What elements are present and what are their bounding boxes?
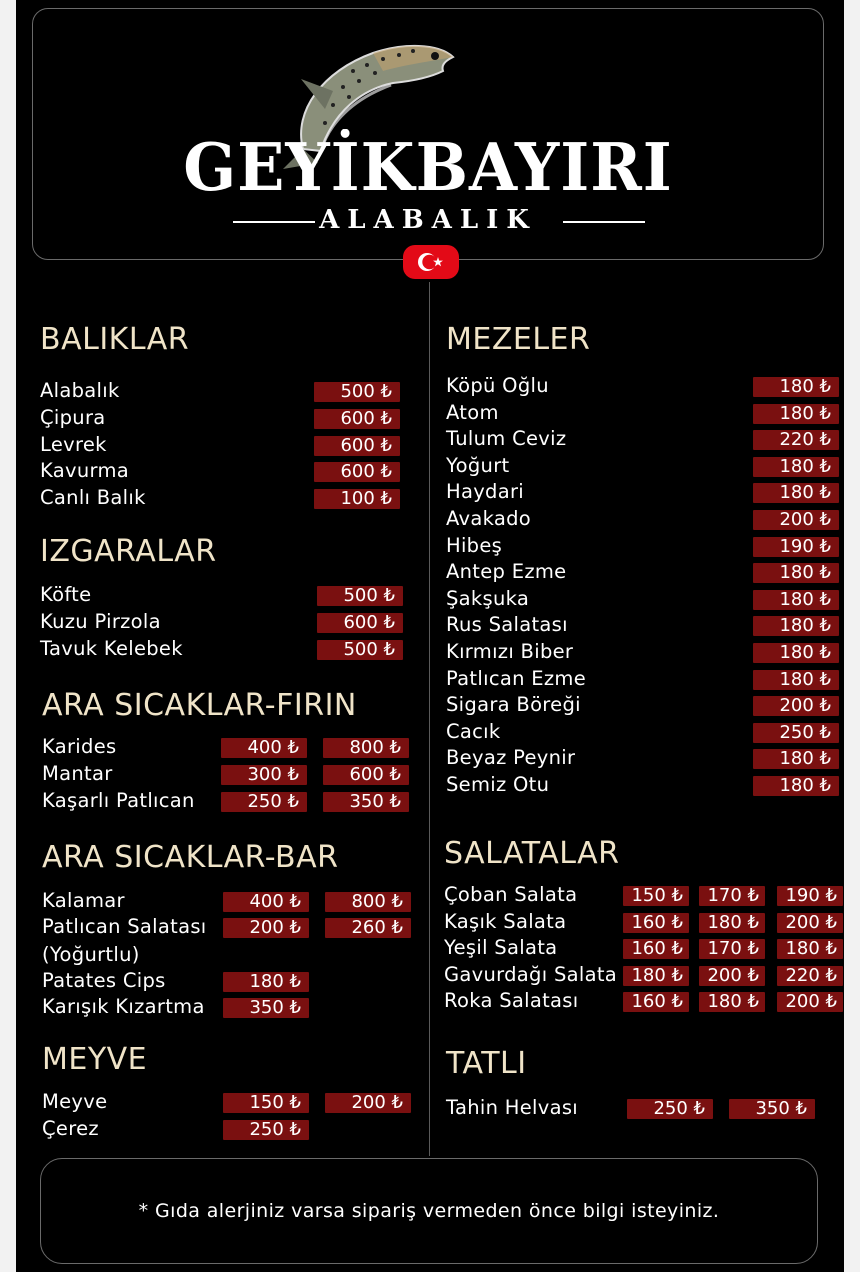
menu-item-price: 190 ₺ (777, 886, 843, 906)
brand-title: GEYİKBAYIRI (183, 129, 673, 206)
menu-item-name: Tahin Helvası (446, 1096, 579, 1119)
menu-item-price: 180 ₺ (623, 966, 689, 986)
menu-item-price: 150 ₺ (623, 886, 689, 906)
section-title-ara-firin: ARA SICAKLAR-FIRIN (42, 688, 357, 723)
menu-item-price: 220 ₺ (777, 966, 843, 986)
menu-item-name: Patlıcan Salatası (42, 915, 207, 938)
menu-item-price: 200 ₺ (753, 510, 839, 530)
menu-item-name: Çerez (42, 1117, 99, 1140)
menu-item-price: 350 ₺ (223, 998, 309, 1018)
subtitle-rule-right (563, 221, 645, 223)
menu-item-price: 100 ₺ (314, 489, 400, 509)
menu-item-price: 300 ₺ (221, 765, 307, 785)
menu-item-price: 160 ₺ (623, 939, 689, 959)
menu-item-name: Şakşuka (446, 586, 530, 610)
menu-item-name: Canlı Balık (40, 486, 146, 510)
menu-item-name: Alabalık (40, 379, 120, 402)
brand-subtitle: ALABALIK (319, 205, 537, 235)
menu-item-price: 400 ₺ (223, 892, 309, 912)
menu-item-name: Tulum Ceviz (446, 427, 567, 451)
menu-item-price: 180 ₺ (753, 616, 839, 636)
menu-item-price: 600 ₺ (323, 765, 409, 785)
menu-item-price: 180 ₺ (753, 590, 839, 610)
menu-item-price: 170 ₺ (699, 886, 765, 906)
menu-item-price: 250 ₺ (221, 792, 307, 812)
allergy-note: * Gıda alerjiniz varsa sipariş vermeden önce bilgi isteyiniz. (138, 1200, 720, 1222)
menu-item-name: Köpü Oğlu (446, 374, 549, 397)
menu-item-name: Hibeş (446, 533, 503, 557)
menu-item-name: Çoban Salata (444, 883, 578, 906)
menu-item-price: 250 ₺ (223, 1120, 309, 1140)
menu-item-name: Mantar (42, 761, 113, 785)
menu-item-price: 800 ₺ (325, 892, 411, 912)
menu-item-price: 250 ₺ (753, 723, 839, 743)
menu-item-price: 800 ₺ (323, 738, 409, 758)
menu-item-name: Kavurma (40, 459, 130, 483)
menu-item-name: Kaşarlı Patlıcan (42, 788, 195, 812)
menu-item-price: 260 ₺ (325, 918, 411, 938)
turkish-flag-icon (403, 245, 459, 279)
menu-item-price: 190 ₺ (753, 537, 839, 557)
section-title-baliklar: BALIKLAR (40, 322, 190, 357)
menu-item-name: Atom (446, 400, 499, 424)
menu-item-name: Patlıcan Ezme (446, 666, 586, 690)
menu-item-price: 500 ₺ (314, 382, 400, 402)
menu-item-name: Semiz Otu (446, 773, 550, 796)
header-banner (32, 8, 824, 260)
menu-item-price: 200 ₺ (753, 696, 839, 716)
menu-item-price: 160 ₺ (623, 992, 689, 1012)
menu-item-price: 180 ₺ (753, 483, 839, 503)
menu-item-price: 180 ₺ (753, 776, 839, 796)
menu-item-name: Patates Cips (42, 969, 166, 992)
menu-item-price: 180 ₺ (699, 992, 765, 1012)
menu-item-name-note: (Yoğurtlu) (42, 943, 140, 966)
menu-item-name: Karışık Kızartma (42, 995, 205, 1018)
menu-item-price: 180 ₺ (753, 457, 839, 477)
menu-item-name: Sigara Böreği (446, 693, 581, 717)
menu-item-price: 180 ₺ (699, 913, 765, 933)
menu-item-name: Antep Ezme (446, 560, 567, 584)
menu-item-name: Avakado (446, 507, 531, 530)
menu-item-price: 180 ₺ (753, 643, 839, 663)
menu-item-name: Meyve (42, 1090, 108, 1113)
menu-item-name: Beyaz Peynir (446, 746, 576, 770)
menu-item-price: 350 ₺ (323, 792, 409, 812)
menu-item-price: 200 ₺ (325, 1093, 411, 1113)
menu-item-price: 350 ₺ (729, 1099, 815, 1119)
menu-item-name: Çipura (40, 405, 106, 429)
section-title-ara-bar: ARA SICAKLAR-BAR (42, 840, 339, 875)
menu-item-name: Yeşil Salata (444, 936, 558, 960)
menu-item-price: 600 ₺ (314, 436, 400, 456)
menu-item-price: 150 ₺ (223, 1093, 309, 1113)
menu-item-name: Gavurdağı Salata (444, 962, 618, 986)
section-title-izgaralar: IZGARALAR (40, 534, 217, 569)
menu-item-name: Levrek (40, 432, 107, 456)
menu-item-price: 600 ₺ (317, 613, 403, 633)
section-title-salatalar: SALATALAR (444, 836, 620, 871)
menu-board (16, 0, 844, 1272)
menu-item-price: 180 ₺ (223, 972, 309, 992)
menu-item-name: Köfte (40, 583, 92, 606)
section-title-tatli: TATLI (446, 1046, 527, 1081)
allergy-note-box (40, 1158, 818, 1264)
menu-item-price: 170 ₺ (699, 939, 765, 959)
menu-item-name: Haydari (446, 480, 525, 504)
menu-item-price: 250 ₺ (627, 1099, 713, 1119)
menu-item-name: Karides (42, 735, 117, 758)
menu-item-price: 180 ₺ (753, 404, 839, 424)
menu-item-name: Kaşık Salata (444, 909, 567, 933)
menu-item-price: 180 ₺ (753, 377, 839, 397)
menu-item-price: 600 ₺ (314, 409, 400, 429)
menu-item-name: Kalamar (42, 889, 125, 912)
menu-item-price: 200 ₺ (777, 913, 843, 933)
menu-item-price: 200 ₺ (699, 966, 765, 986)
menu-item-price: 600 ₺ (314, 462, 400, 482)
menu-item-price: 160 ₺ (623, 913, 689, 933)
menu-item-price: 180 ₺ (777, 939, 843, 959)
menu-item-price: 180 ₺ (753, 563, 839, 583)
menu-item-name: Kırmızı Biber (446, 640, 574, 663)
menu-item-name: Kuzu Pirzola (40, 609, 161, 633)
menu-item-price: 200 ₺ (223, 918, 309, 938)
menu-item-name: Roka Salatası (444, 989, 579, 1013)
section-title-mezeler: MEZELER (446, 322, 591, 357)
menu-item-price: 180 ₺ (753, 670, 839, 690)
menu-item-name: Rus Salatası (446, 613, 568, 637)
menu-item-price: 180 ₺ (753, 749, 839, 769)
menu-item-name: Yoğurt (446, 453, 510, 477)
menu-item-price: 200 ₺ (777, 992, 843, 1012)
menu-item-price: 500 ₺ (317, 586, 403, 606)
menu-item-price: 220 ₺ (753, 430, 839, 450)
menu-item-name: Cacık (446, 719, 501, 743)
menu-item-name: Tavuk Kelebek (40, 636, 183, 660)
menu-item-price: 400 ₺ (221, 738, 307, 758)
section-title-meyve: MEYVE (42, 1042, 148, 1077)
column-divider (429, 282, 430, 1156)
menu-item-price: 500 ₺ (317, 640, 403, 660)
